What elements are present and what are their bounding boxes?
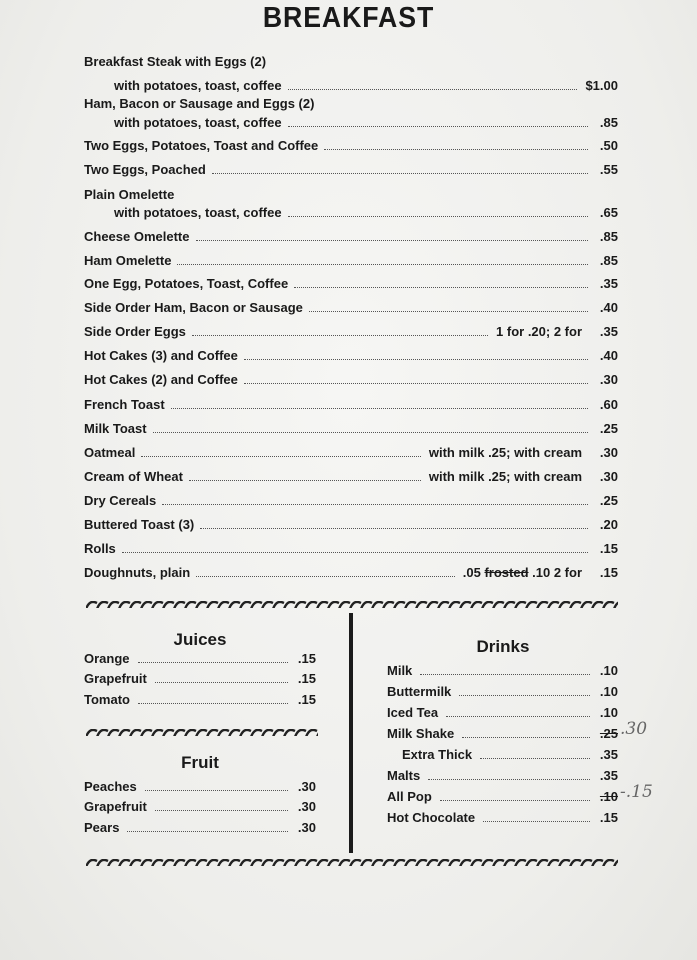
dot-leader <box>138 662 288 663</box>
item-price: .60 <box>599 397 618 412</box>
menu-item <box>387 662 618 680</box>
item-price: .15 <box>297 692 316 707</box>
item-price: .35 <box>599 276 618 291</box>
item-note <box>463 564 582 582</box>
menu-item <box>84 347 618 365</box>
item-label: Two Eggs, Potatoes, Toast and Coffee <box>84 138 319 153</box>
item-label: One Egg, Potatoes, Toast, Coffee <box>84 276 289 291</box>
dot-leader <box>162 504 588 505</box>
item-label: Cheese Omelette <box>84 229 190 244</box>
dot-leader <box>440 800 590 801</box>
menu-item <box>84 299 618 317</box>
item-price: .30 <box>599 372 618 387</box>
item-label: All Pop <box>387 789 432 804</box>
menu-item <box>84 77 618 95</box>
item-label: with potatoes, toast, coffee <box>114 205 282 220</box>
dot-leader <box>189 480 421 481</box>
menu-item <box>84 396 618 414</box>
item-price: .15 <box>599 565 618 580</box>
item-price: .40 <box>599 348 618 363</box>
item-label: Buttered Toast (3) <box>84 517 195 532</box>
item-price: .85 <box>599 253 618 268</box>
item-label: Doughnuts, plain <box>84 565 191 580</box>
item-price: .30 <box>297 799 316 814</box>
dot-leader <box>288 89 578 90</box>
menu-item <box>84 204 618 222</box>
item-label: Buttermilk <box>387 684 452 699</box>
divider-left-middle <box>86 726 318 736</box>
item-price: .25 <box>599 421 618 436</box>
item-label: Side Order Ham, Bacon or Sausage <box>84 300 303 315</box>
menu-item <box>84 516 618 534</box>
dot-leader <box>462 737 590 738</box>
rope-ornament <box>86 859 618 866</box>
item-price: .40 <box>599 300 618 315</box>
item-price: .20 <box>599 517 618 532</box>
handwritten-price: -.15 <box>620 782 653 802</box>
menu-item <box>84 137 618 155</box>
item-price: .35 <box>599 324 618 339</box>
dot-leader <box>145 790 288 791</box>
menu-item <box>84 252 618 270</box>
item-label: Two Eggs, Poached <box>84 162 206 177</box>
item-label: Rolls <box>84 541 116 556</box>
menu-item <box>84 114 618 132</box>
menu-item-heading: Plain Omelette <box>84 187 175 202</box>
item-note-part: .10 2 for <box>528 565 582 580</box>
dot-leader <box>138 703 288 704</box>
dot-leader <box>288 216 588 217</box>
item-price: .25 <box>599 493 618 508</box>
item-price: .30 <box>297 779 316 794</box>
item-price: .10 <box>599 705 618 720</box>
item-note-part: .05 <box>462 565 481 580</box>
drinks-heading: Drinks <box>476 637 530 656</box>
struck-note: frosted <box>484 565 529 580</box>
item-price: .10 <box>599 684 618 699</box>
item-label: Grapefruit <box>84 799 147 814</box>
item-label: Hot Cakes (3) and Coffee <box>84 348 238 363</box>
rope-ornament <box>86 601 618 608</box>
menu-item <box>84 670 316 688</box>
dot-leader <box>192 335 488 336</box>
item-price: .30 <box>599 469 618 484</box>
divider-bottom <box>86 856 618 866</box>
item-price: .25 <box>599 726 618 741</box>
menu-item <box>84 540 618 558</box>
menu-item <box>84 691 316 709</box>
item-label: Tomato <box>84 692 130 707</box>
menu-item <box>84 468 618 486</box>
menu-item <box>84 492 618 510</box>
dot-leader <box>420 674 590 675</box>
item-price: .85 <box>599 115 618 130</box>
item-price: .15 <box>599 541 618 556</box>
item-label: Oatmeal <box>84 445 136 460</box>
dot-leader <box>153 432 588 433</box>
dot-leader <box>294 287 588 288</box>
menu-item <box>387 809 618 827</box>
menu-item-heading: Ham, Bacon or Sausage and Eggs (2) <box>84 96 315 111</box>
item-label: French Toast <box>84 397 165 412</box>
item-label: Peaches <box>84 779 137 794</box>
dot-leader <box>155 682 288 683</box>
menu-item <box>84 778 316 796</box>
menu-item <box>84 650 316 668</box>
item-price: .30 <box>599 445 618 460</box>
menu-item <box>84 420 618 438</box>
item-price: .10 <box>599 789 618 804</box>
item-note: with milk .25; with cream <box>428 445 582 460</box>
menu-item <box>84 798 316 816</box>
item-price: .85 <box>599 229 618 244</box>
dot-leader <box>244 383 588 384</box>
item-price: .55 <box>599 162 618 177</box>
menu-item <box>84 161 618 179</box>
item-price: .10 <box>599 663 618 678</box>
item-label: Grapefruit <box>84 671 147 686</box>
dot-leader <box>122 552 588 553</box>
item-label: Hot Chocolate <box>387 810 476 825</box>
item-label: Side Order Eggs <box>84 324 186 339</box>
dot-leader <box>127 831 288 832</box>
dot-leader <box>483 821 590 822</box>
item-label: Iced Tea <box>387 705 439 720</box>
rope-ornament <box>86 729 318 736</box>
dot-leader <box>446 716 590 717</box>
menu-item <box>84 323 618 341</box>
menu-item <box>387 683 618 701</box>
menu-item <box>84 564 618 582</box>
dot-leader <box>200 528 588 529</box>
menu-item <box>387 746 618 764</box>
item-label: with potatoes, toast, coffee <box>114 115 282 130</box>
column-divider <box>349 613 353 853</box>
dot-leader <box>324 149 588 150</box>
item-label: Extra Thick <box>402 747 473 762</box>
item-price: .15 <box>599 810 618 825</box>
item-label: Malts <box>387 768 421 783</box>
dot-leader <box>141 456 421 457</box>
dot-leader <box>244 359 588 360</box>
dot-leader <box>155 810 288 811</box>
dot-leader <box>288 126 588 127</box>
menu-item <box>84 444 618 462</box>
item-price: .50 <box>599 138 618 153</box>
menu-item <box>84 228 618 246</box>
item-price: .30 <box>297 820 316 835</box>
item-label: Ham Omelette <box>84 253 172 268</box>
dot-leader <box>459 695 590 696</box>
menu-item <box>84 275 618 293</box>
item-label: Milk <box>387 663 413 678</box>
divider-top <box>86 598 618 608</box>
item-label: Dry Cereals <box>84 493 157 508</box>
menu-item <box>84 819 316 837</box>
dot-leader <box>196 576 455 577</box>
menu-item <box>387 767 618 785</box>
menu-item-heading: Breakfast Steak with Eggs (2) <box>84 54 267 69</box>
item-label: Orange <box>84 651 130 666</box>
item-price: .15 <box>297 651 316 666</box>
dot-leader <box>480 758 590 759</box>
item-price: .15 <box>297 671 316 686</box>
item-label: Pears <box>84 820 120 835</box>
item-label: Hot Cakes (2) and Coffee <box>84 372 238 387</box>
menu-item <box>387 704 618 722</box>
dot-leader <box>196 240 589 241</box>
menu-item <box>387 725 618 743</box>
dot-leader <box>171 408 588 409</box>
item-price: .35 <box>599 768 618 783</box>
juices-heading: Juices <box>173 630 227 649</box>
dot-leader <box>309 311 588 312</box>
item-label: Cream of Wheat <box>84 469 183 484</box>
item-price: $1.00 <box>585 78 618 93</box>
item-price: .65 <box>599 205 618 220</box>
menu-item <box>84 371 618 389</box>
item-label: Milk Shake <box>387 726 455 741</box>
dot-leader <box>428 779 590 780</box>
dot-leader <box>212 173 588 174</box>
menu-item <box>387 788 618 806</box>
item-label: with potatoes, toast, coffee <box>114 78 282 93</box>
item-price: .35 <box>599 747 618 762</box>
item-note: with milk .25; with cream <box>428 469 582 484</box>
handwritten-price: .30 <box>620 719 648 739</box>
item-label: Milk Toast <box>84 421 147 436</box>
item-note: 1 for .20; 2 for <box>496 324 582 339</box>
page-title: BREAKFAST <box>262 2 435 34</box>
fruit-heading: Fruit <box>181 753 219 772</box>
dot-leader <box>177 264 588 265</box>
